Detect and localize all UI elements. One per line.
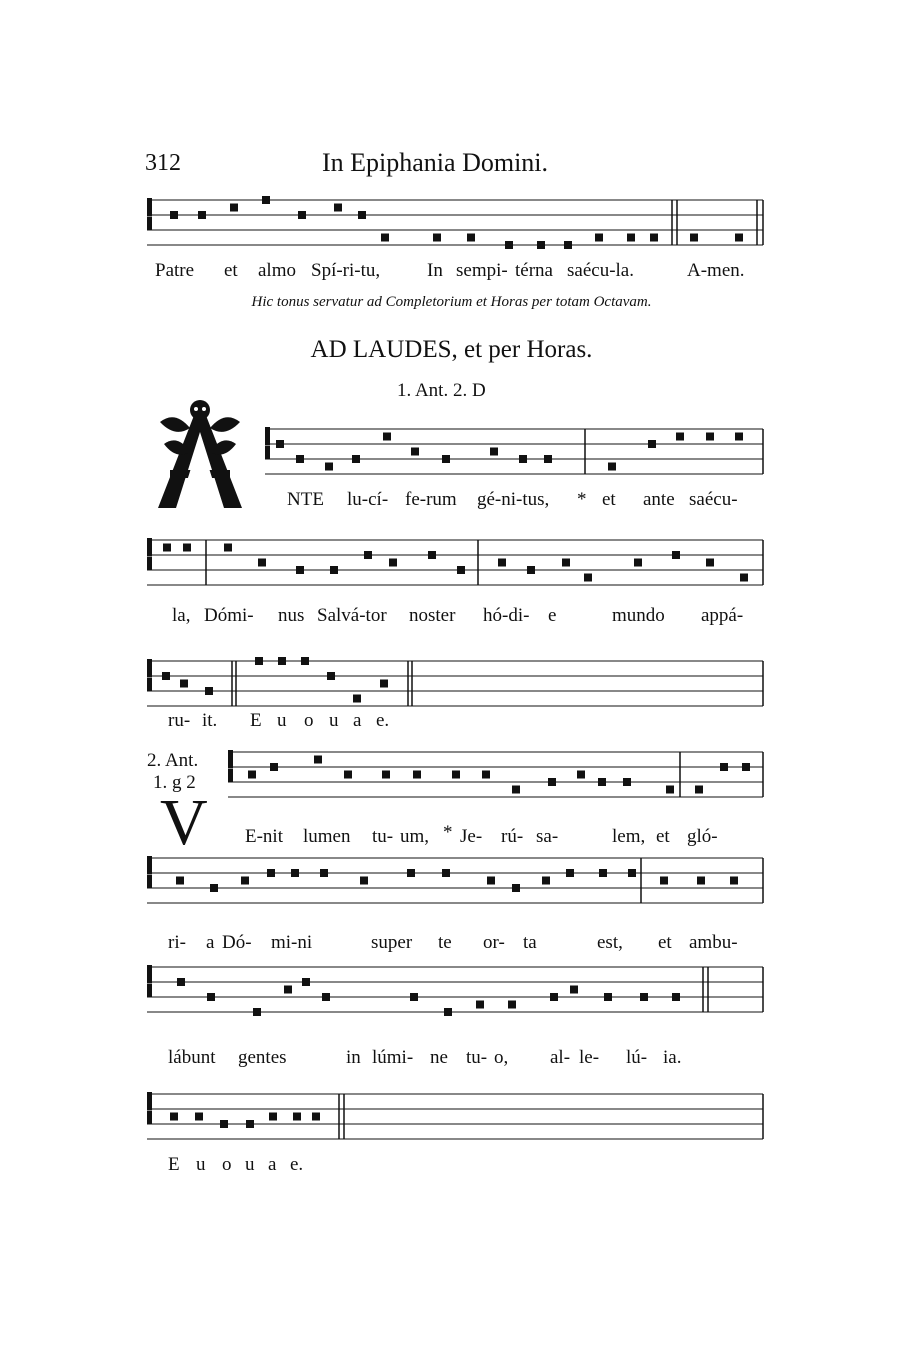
lyric: saécu-la.: [567, 260, 634, 281]
lyric: lúmi-: [372, 1047, 414, 1068]
lyric: ia.: [663, 1047, 682, 1068]
lyric: ne: [430, 1047, 448, 1068]
lyric: et: [656, 826, 670, 847]
lyric: rú-: [501, 826, 524, 847]
lyric: Patre: [155, 260, 195, 281]
rubric-note: Hic tonus servatur ad Completorium et Horas per totam Octavam.: [251, 294, 652, 310]
lyric: lu-cí-: [347, 489, 389, 510]
lyric: et: [602, 489, 616, 510]
antiphon-label: 2. Ant.: [147, 750, 199, 771]
lyric: E-nit: [245, 826, 283, 847]
lyric: u: [277, 710, 287, 731]
lyric: ambu-: [689, 932, 738, 953]
antiphon-mode-label: 1. g 2: [153, 772, 196, 793]
lyric: et: [658, 932, 672, 953]
lyric: almo: [258, 260, 296, 281]
lyric: noster: [409, 605, 456, 626]
lyric: a: [353, 710, 362, 731]
lyric: térna: [515, 260, 553, 281]
decorated-initial-a: [150, 392, 250, 512]
lyric: lumen: [303, 826, 351, 847]
lyric: u: [196, 1154, 206, 1175]
lyric: mi-ni: [271, 932, 313, 953]
section-title: AD LAUDES, et per Horas.: [310, 336, 593, 363]
lyric: e: [548, 605, 557, 626]
lyric: al-: [550, 1047, 571, 1068]
lyric: in: [346, 1047, 361, 1068]
lyric: gé-ni-tus,: [477, 489, 550, 510]
lyric: E: [168, 1154, 180, 1175]
lyric: est,: [597, 932, 623, 953]
lyric: e.: [290, 1154, 304, 1175]
lyric: ri-: [168, 932, 186, 953]
lyric: tu-: [466, 1047, 488, 1068]
lyric: a: [206, 932, 215, 953]
lyric: u: [329, 710, 339, 731]
lyric: *: [443, 822, 453, 843]
lyric: lábunt: [168, 1047, 216, 1068]
lyric: e.: [376, 710, 390, 731]
lyric: o: [304, 710, 314, 731]
lyric: gló-: [687, 826, 718, 847]
lyric: Dómi-: [204, 605, 254, 626]
lyric: NTE: [287, 489, 324, 510]
running-title: In Epiphania Domini.: [322, 148, 549, 177]
lyric: lú-: [626, 1047, 648, 1068]
lyric: mundo: [612, 605, 665, 626]
lyric: A-men.: [687, 260, 745, 281]
lyric: E: [250, 710, 262, 731]
lyric: ru-: [168, 710, 191, 731]
drop-initial-v: V: [160, 786, 208, 859]
lyric: it.: [202, 710, 218, 731]
lyric: *: [577, 489, 587, 510]
lyric: super: [371, 932, 413, 953]
lyric: um,: [400, 826, 430, 847]
lyric: Spí-ri-tu,: [311, 260, 381, 281]
lyric: Je-: [460, 826, 483, 847]
lyric: sempi-: [456, 260, 508, 281]
lyric: Salvá-tor: [317, 605, 387, 626]
lyric: sa-: [536, 826, 559, 847]
lyric: or-: [483, 932, 505, 953]
lyric: fe-rum: [405, 489, 457, 510]
lyric: le-: [579, 1047, 600, 1068]
lyric: gentes: [238, 1047, 287, 1068]
page-number: 312: [145, 150, 181, 176]
lyric: u: [245, 1154, 255, 1175]
lyric: hó-di-: [483, 605, 530, 626]
lyric: a: [268, 1154, 277, 1175]
lyric: ta: [523, 932, 537, 953]
lyric: te: [438, 932, 452, 953]
lyric: nus: [278, 605, 305, 626]
lyric: saécu-: [689, 489, 738, 510]
lyric: tu-: [372, 826, 394, 847]
lyric: ante: [643, 489, 675, 510]
antiphon-label: 1. Ant. 2. D: [397, 380, 486, 401]
lyric: appá-: [701, 605, 744, 626]
lyric: In: [427, 260, 443, 281]
lyric: o: [222, 1154, 232, 1175]
lyric: la,: [172, 605, 191, 626]
lyric: lem,: [612, 826, 646, 847]
lyric: o,: [494, 1047, 509, 1068]
lyric: Dó-: [222, 932, 252, 953]
lyric: et: [224, 260, 238, 281]
